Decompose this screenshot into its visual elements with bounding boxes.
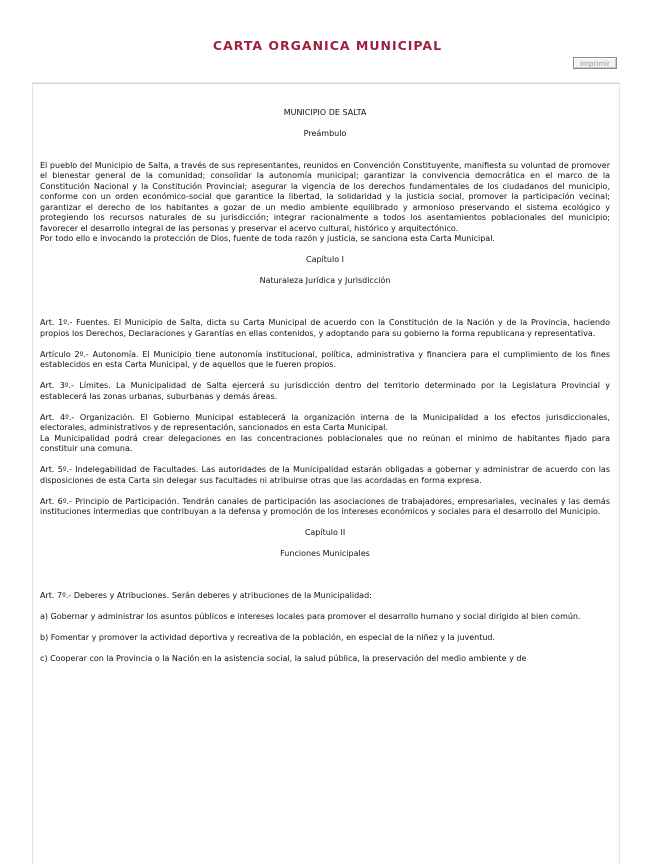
- preamble-title: Preámbulo: [303, 129, 347, 138]
- article-7-item-a: a) Gobernar y administrar los asuntos públicos e intereses locales para promover el desarrollo humano y social dirigido al bien común.: [40, 612, 581, 621]
- chapter2-title: Capítulo II: [304, 528, 346, 537]
- preamble-text: El pueblo del Municipio de Salta, a través de sus representantes, reunidos en Convención Constituyente, manifiesta su voluntad de promover el bienestar general de la comunidad; consolidar la autonomía municipal; garantizar la convivencia democrática en el marco de la Constitución Nacional y la Constitución Provincial; asegurar la vigencia de los derechos fundamentales de los ciudadanos del municipio, conforme con un orden económico-social que garantice la libertad, la solidaridad y la justicia social, promover la participación vecinal; garantizar el derecho de los habitantes a gozar de un medio ambiente equilibrado y armonioso preservando el sistema ecológico y protegiendo los recursos naturales de su jurisdicción; integrar racionalmente a todos los asentamientos poblacionales del municipio; favorecer el desarrollo integral de las personas y preservar el acervo cultural, histórico y arquitectónico.: [40, 160, 610, 233]
- article-4: Art. 4º.- Organización. El Gobierno Municipal establecerá la organización interna de la Municipalidad a los efectos jurisdiccionales, electorales, administrativos y de representación, sancionados en esta Carta Municipal.: [40, 412, 610, 432]
- chapter2-subtitle: Funciones Municipales: [280, 549, 370, 558]
- article-7-item-c: c) Cooperar con la Provincia o la Nación en la asistencia social, la salud pública, la preservación del medio ambiente y de: [40, 654, 527, 663]
- preamble-closing: Por todo ello e invocando la protección de Dios, fuente de toda razón y justicia, se sanciona esta Carta Municipal.: [40, 234, 495, 243]
- article-1: Art. 1º.- Fuentes. El Municipio de Salta, dicta su Carta Municipal de acuerdo con la Constitución de la Nación y de la Provincia, haciendo propios los Derechos, Declaraciones y Garantías en ellas contenidos, y adoptando para su gobierno la forma republicana y representativa.: [40, 318, 610, 338]
- article-5: Art. 5º.- Indelegabilidad de Facultades. Las autoridades de la Municipalidad estarán obligadas a gobernar y administrar de acuerdo con las disposiciones de esta Carta sin delegar sus facultades ni atribuirse otras que las acordadas en forma expresa.: [40, 465, 610, 485]
- document-heading: MUNICIPIO DE SALTA: [283, 108, 367, 117]
- article-6: Art. 6º.- Principio de Participación. Tendrán canales de participación las asociaciones de trabajadores, empresariales, vecinales y las demás instituciones intermedias que contribuyan a la defensa y promoción de los intereses económicos y sociales para el desarrollo del Municipio.: [40, 496, 610, 516]
- chapter1-title: Capítulo I: [305, 255, 344, 264]
- document-body: [40, 108, 610, 665]
- article-7-item-b: b) Fomentar y promover la actividad deportiva y recreativa de la población, en especial de la niñez y la juventud.: [40, 633, 496, 642]
- article-2: Artículo 2º.- Autonomía. El Municipio tiene autonomía institucional, política, administrativa y financiera para el cumplimiento de los fines establecidos en esta Carta Municipal, y de aquellos que le fueren propios.: [40, 349, 610, 369]
- page-title: CARTA ORGANICA MUNICIPAL: [212, 38, 443, 53]
- article-4-paragraph: La Municipalidad podrá crear delegaciones en las concentraciones poblacionales que no reúnan el mínimo de habitantes fijado para constituir una comuna.: [40, 433, 610, 453]
- print-button[interactable]: Imprimir: [573, 57, 617, 69]
- article-3: Art. 3º.- Límites. La Municipalidad de Salta ejercerá su jurisdicción dentro del territorio determinado por la Legislatura Provincial y establecerá las zonas urbanas, suburbanas y demás áreas.: [40, 381, 610, 401]
- chapter1-subtitle: Naturaleza Jurídica y Jurisdicción: [259, 276, 391, 285]
- article-7: Art. 7º.- Deberes y Atribuciones. Serán deberes y atribuciones de la Municipalidad:: [40, 591, 372, 600]
